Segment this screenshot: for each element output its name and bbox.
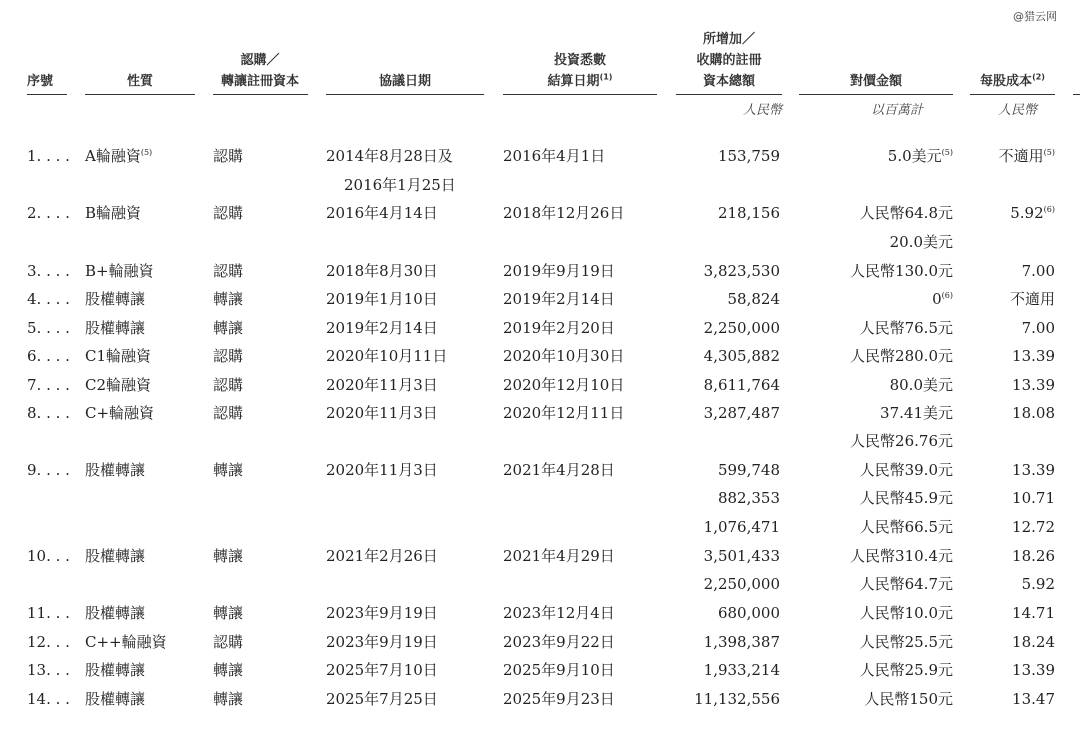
header-cost: 每股成本$^{(2)}$	[980, 72, 1045, 89]
row-settlement-date: 2020年12月10日	[503, 376, 625, 394]
row-settlement-date: 2021年4月28日	[503, 461, 615, 479]
row-consideration: 5.0美元$^{(5)}$	[887, 147, 953, 165]
row-consideration: 37.41美元	[880, 404, 953, 422]
table-row	[0, 570, 1080, 598]
cost-note: (6)	[1043, 205, 1055, 214]
row-nature: C2輪融資	[85, 376, 152, 394]
table-row	[0, 371, 1080, 399]
header-type-line2: 轉讓註冊資本	[220, 74, 299, 89]
header-rule-capital	[676, 94, 782, 95]
row-type: 轉讓	[213, 290, 244, 308]
row-settlement-date: 2018年12月26日	[503, 204, 625, 222]
table-row-continuation	[0, 171, 1080, 199]
row-cost: 13.39	[1012, 661, 1055, 679]
row-cost: 12.72	[1012, 518, 1055, 536]
row-cost: 5.92	[1021, 575, 1055, 593]
row-cost: 5.92$^{(6)}$	[1010, 204, 1055, 222]
table-row	[0, 257, 1080, 285]
table-row	[0, 285, 1080, 313]
row-capital: 4,305,882	[703, 347, 780, 365]
table-row-continuation	[0, 228, 1080, 256]
header-capital-line1: 所增加／	[702, 32, 755, 47]
header-type-line1: 認購／	[240, 53, 280, 68]
row-consideration: 人民幣39.0元	[859, 461, 953, 479]
header-consideration: 對價金額	[849, 74, 902, 89]
row-capital: 58,824	[727, 290, 780, 308]
row-no: 10. . .	[27, 547, 70, 565]
row-nature: C1輪融資	[85, 347, 152, 365]
row-cost: 14.71	[1012, 604, 1055, 622]
unit-cost: 人民幣	[997, 103, 1037, 118]
row-capital: 11,132,556	[694, 690, 780, 708]
cost-note: (2)	[1032, 72, 1045, 82]
table-row	[0, 342, 1080, 370]
row-agreement-date: 2019年2月14日	[326, 319, 438, 337]
row-settlement-date: 2016年4月1日	[503, 147, 606, 165]
row-cost: 10.71	[1012, 489, 1055, 507]
row-settlement-date: 2020年10月30日	[503, 347, 625, 365]
row-agreement-date: 2016年4月14日	[326, 204, 438, 222]
row-consideration: 人民幣25.9元	[859, 661, 953, 679]
row-no: 2. . . .	[27, 204, 70, 222]
header-rule-continuation	[1073, 94, 1080, 95]
row-settlement-date: 2019年2月20日	[503, 319, 615, 337]
row-capital: 153,759	[717, 147, 780, 165]
row-consideration: 人民幣25.5元	[859, 633, 953, 651]
row-cost: 13.39	[1012, 461, 1055, 479]
row-agreement-date: 2025年7月25日	[326, 690, 438, 708]
table-row	[0, 484, 1080, 512]
consideration-note: (6)	[941, 291, 953, 300]
row-cost: 18.08	[1012, 404, 1055, 422]
row-agreement-date-line2: 2016年1月25日	[344, 176, 456, 194]
row-agreement-date: 2018年8月30日	[326, 262, 438, 280]
row-type: 轉讓	[213, 604, 244, 622]
row-capital: 1,398,387	[703, 633, 780, 651]
row-no: 11. . .	[27, 604, 70, 622]
row-consideration-line2: 人民幣26.76元	[850, 432, 953, 450]
row-capital: 8,611,764	[703, 376, 780, 394]
row-cost: 7.00	[1021, 262, 1055, 280]
row-no: 13. . .	[27, 661, 70, 679]
row-settlement-date: 2020年12月11日	[503, 404, 625, 422]
header-settle-line1: 投資悉數	[553, 53, 606, 68]
row-capital: 599,748	[717, 461, 780, 479]
table-row	[0, 399, 1080, 427]
row-cost: 13.39	[1012, 376, 1055, 394]
row-cost: 13.47	[1012, 690, 1055, 708]
row-nature: C++輪融資	[85, 633, 167, 651]
row-consideration: 人民幣150元	[864, 690, 953, 708]
row-type: 認購	[213, 262, 244, 280]
table-row-continuation	[0, 427, 1080, 455]
row-agreement-date: 2014年8月28日及	[326, 147, 453, 165]
row-capital: 3,823,530	[703, 262, 780, 280]
row-consideration: 人民幣76.5元	[859, 319, 953, 337]
table-row	[0, 199, 1080, 227]
row-type: 認購	[213, 633, 244, 651]
row-nature: 股權轉讓	[85, 604, 146, 622]
row-agreement-date: 2019年1月10日	[326, 290, 438, 308]
row-nature: 股權轉讓	[85, 690, 146, 708]
header-capital-line3: 資本總額	[702, 74, 755, 89]
row-type: 認購	[213, 376, 244, 394]
header-rule-cost	[970, 94, 1055, 95]
row-capital: 2,250,000	[703, 319, 780, 337]
row-settlement-date: 2025年9月23日	[503, 690, 615, 708]
row-agreement-date: 2025年7月10日	[326, 661, 438, 679]
header-capital-line2: 收購的註冊	[696, 53, 762, 68]
settle-note: (1)	[599, 72, 613, 82]
row-nature: B輪融資	[85, 204, 142, 222]
table-row	[0, 685, 1080, 713]
row-nature: 股權轉讓	[85, 547, 146, 565]
row-nature: 股權轉讓	[85, 661, 146, 679]
row-nature: A輪融資$^{(5)}$	[85, 147, 153, 165]
table-row	[0, 513, 1080, 541]
header-rule-settle	[503, 94, 657, 95]
row-cost: 18.24	[1012, 633, 1055, 651]
row-settlement-date: 2021年4月29日	[503, 547, 615, 565]
header-rule-agreement	[326, 94, 484, 95]
row-no: 8. . . .	[27, 404, 70, 422]
table-row	[0, 542, 1080, 570]
row-consideration: 人民幣64.8元	[859, 204, 953, 222]
table-row	[0, 314, 1080, 342]
row-no: 9. . . .	[27, 461, 70, 479]
row-capital: 3,287,487	[703, 404, 780, 422]
row-cost: 不適用$^{(5)}$	[998, 147, 1055, 165]
consideration-note: (5)	[941, 148, 953, 157]
table-row	[0, 656, 1080, 684]
row-settlement-date: 2023年12月4日	[503, 604, 615, 622]
row-capital: 218,156	[717, 204, 780, 222]
row-settlement-date: 2019年2月14日	[503, 290, 615, 308]
header-type	[210, 50, 310, 92]
row-agreement-date: 2020年10月11日	[326, 347, 448, 365]
row-agreement-date: 2020年11月3日	[326, 376, 438, 394]
cost-note: (5)	[1043, 148, 1055, 157]
row-type: 轉讓	[213, 461, 244, 479]
header-rule-nature	[85, 94, 195, 95]
row-agreement-date: 2020年11月3日	[326, 461, 438, 479]
row-type: 轉讓	[213, 690, 244, 708]
row-consideration: 人民幣280.0元	[850, 347, 953, 365]
row-cost: 不適用	[1009, 290, 1055, 308]
row-nature: 股權轉讓	[85, 461, 146, 479]
unit-capital: 人民幣	[742, 103, 782, 118]
row-settlement-date: 2019年9月19日	[503, 262, 615, 280]
header-agreement-date: 協議日期	[378, 74, 431, 89]
row-agreement-date: 2021年2月26日	[326, 547, 438, 565]
row-no: 1. . . .	[27, 147, 70, 165]
row-type: 認購	[213, 404, 244, 422]
nature-note: (5)	[140, 148, 153, 157]
row-capital: 3,501,433	[703, 547, 780, 565]
row-agreement-date: 2020年11月3日	[326, 404, 438, 422]
table-row	[0, 628, 1080, 656]
row-nature: C+輪融資	[85, 404, 155, 422]
row-cost: 13.39	[1012, 347, 1055, 365]
watermark: @猎云网	[1013, 10, 1057, 23]
header-settle-line2: 結算日期$^{(1)}$	[547, 72, 613, 89]
row-settlement-date: 2025年9月10日	[503, 661, 615, 679]
row-consideration-line2: 20.0美元	[889, 233, 953, 251]
row-capital: 2,250,000	[703, 575, 780, 593]
row-type: 轉讓	[213, 547, 244, 565]
row-consideration: 人民幣64.7元	[859, 575, 953, 593]
row-consideration: 80.0美元	[889, 376, 953, 394]
row-capital: 882,353	[717, 489, 780, 507]
row-no: 14. . .	[27, 690, 70, 708]
row-capital: 1,933,214	[703, 661, 780, 679]
header-rule-consideration	[799, 94, 953, 95]
table-row	[0, 456, 1080, 484]
row-consideration: 人民幣45.9元	[859, 489, 953, 507]
row-no: 6. . . .	[27, 347, 70, 365]
row-type: 轉讓	[213, 661, 244, 679]
row-type: 認購	[213, 147, 244, 165]
row-type: 認購	[213, 347, 244, 365]
row-cost: 18.26	[1012, 547, 1055, 565]
table-row	[0, 599, 1080, 627]
row-consideration: 人民幣66.5元	[859, 518, 953, 536]
header-nature: 性質	[126, 74, 153, 89]
row-no: 12. . .	[27, 633, 70, 651]
row-no: 4. . . .	[27, 290, 70, 308]
row-type: 認購	[213, 204, 244, 222]
row-consideration: 人民幣310.4元	[850, 547, 953, 565]
header-settlement-date	[503, 50, 657, 92]
row-nature: 股權轉讓	[85, 290, 146, 308]
header-capital	[676, 29, 782, 92]
row-capital: 680,000	[717, 604, 780, 622]
header-rule-no	[27, 94, 67, 95]
row-settlement-date: 2023年9月22日	[503, 633, 615, 651]
row-agreement-date: 2023年9月19日	[326, 604, 438, 622]
row-capital: 1,076,471	[703, 518, 780, 536]
row-consideration: 0$^{(6)}$	[932, 290, 953, 308]
row-nature: B+輪融資	[85, 262, 154, 280]
row-agreement-date: 2023年9月19日	[326, 633, 438, 651]
row-consideration: 人民幣130.0元	[850, 262, 953, 280]
row-nature: 股權轉讓	[85, 319, 146, 337]
header-no: 序號	[27, 74, 54, 89]
unit-consideration: 以百萬計	[870, 103, 923, 118]
row-type: 轉讓	[213, 319, 244, 337]
table-row	[0, 142, 1080, 170]
row-no: 7. . . .	[27, 376, 70, 394]
row-no: 5. . . .	[27, 319, 70, 337]
row-no: 3. . . .	[27, 262, 70, 280]
header-rule-type	[213, 94, 308, 95]
row-consideration: 人民幣10.0元	[859, 604, 953, 622]
row-cost: 7.00	[1021, 319, 1055, 337]
